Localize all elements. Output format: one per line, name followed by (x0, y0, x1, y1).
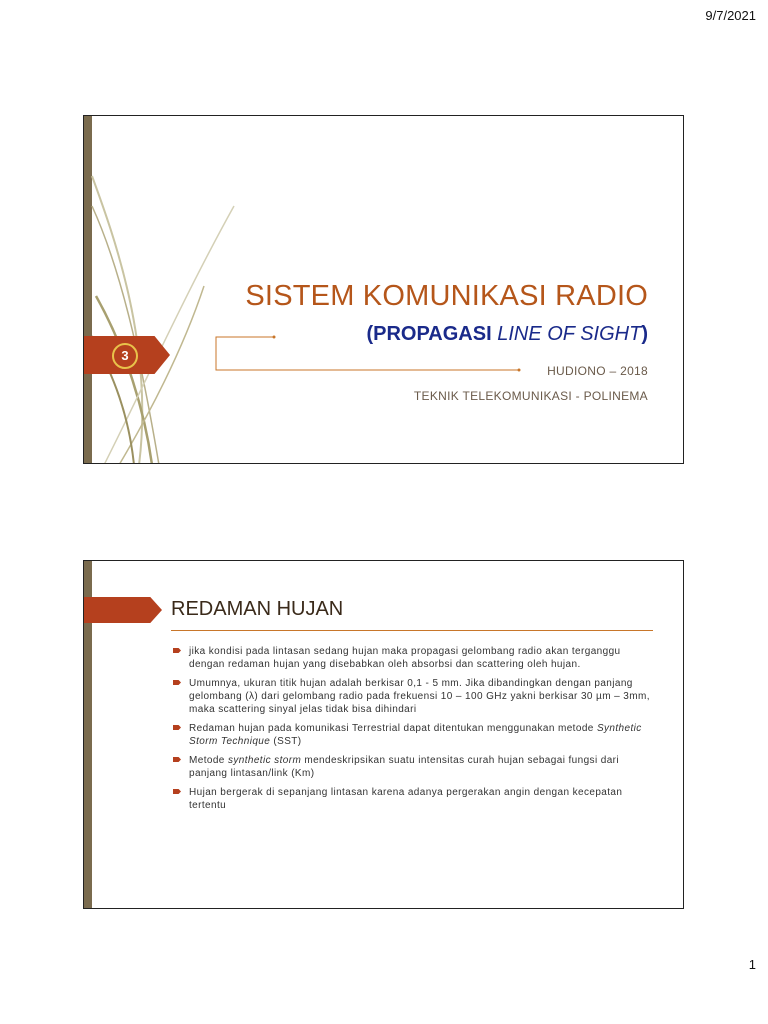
list-item: Metode synthetic storm mendeskripsikan suatu intensitas curah hujan sebagai fungsi dari panjang lintasan/link (Km) (173, 754, 653, 780)
bullet-list (173, 645, 653, 818)
arrow-bullet-icon (173, 757, 181, 762)
author-line: HUDIONO – 2018 (547, 364, 648, 378)
presentation-subtitle: (PROPAGASI LINE OF SIGHT) (366, 323, 648, 345)
arrow-bullet-icon (173, 648, 181, 653)
title-underline (171, 630, 653, 631)
section-title: REDAMAN HUJAN (171, 598, 344, 620)
page-date: 9/7/2021 (705, 8, 756, 23)
page-number: 1 (748, 957, 756, 972)
slide-redaman-hujan (83, 560, 684, 909)
arrow-bullet-icon (173, 725, 181, 730)
institution-line: TEKNIK TELEKOMUNIKASI - POLINEMA (413, 389, 648, 403)
arrow-bullet-icon (173, 789, 181, 794)
slide-number: 3 (112, 343, 138, 369)
arrow-bullet-icon (173, 680, 181, 685)
list-item: jika kondisi pada lintasan sedang hujan maka propagasi gelombang radio akan terganggu dengan redaman hujan yang disebabkan oleh absorbsi dan scattering oleh hujan. (173, 645, 653, 671)
section-title-arrow (84, 597, 162, 623)
list-item: Hujan bergerak di sepanjang lintasan karena adanya pergerakan angin dengan kecepatan tertentu (173, 786, 653, 812)
slide-title (83, 115, 684, 464)
list-item: Redaman hujan pada komunikasi Terrestrial dapat ditentukan menggunakan metode Synthetic Storm Technique (SST) (173, 722, 653, 748)
presentation-title: SISTEM KOMUNIKASI RADIO (245, 280, 648, 312)
list-item: Umumnya, ukuran titik hujan adalah berkisar 0,1 - 5 mm. Jika dibandingkan dengan panjang gelombang (λ) dari gelombang radio pada frekuensi 10 – 100 GHz yakni berkisar 30 µm – 3mm, maka scattering sinyal jelas tidak bisa dihindari (173, 677, 653, 716)
